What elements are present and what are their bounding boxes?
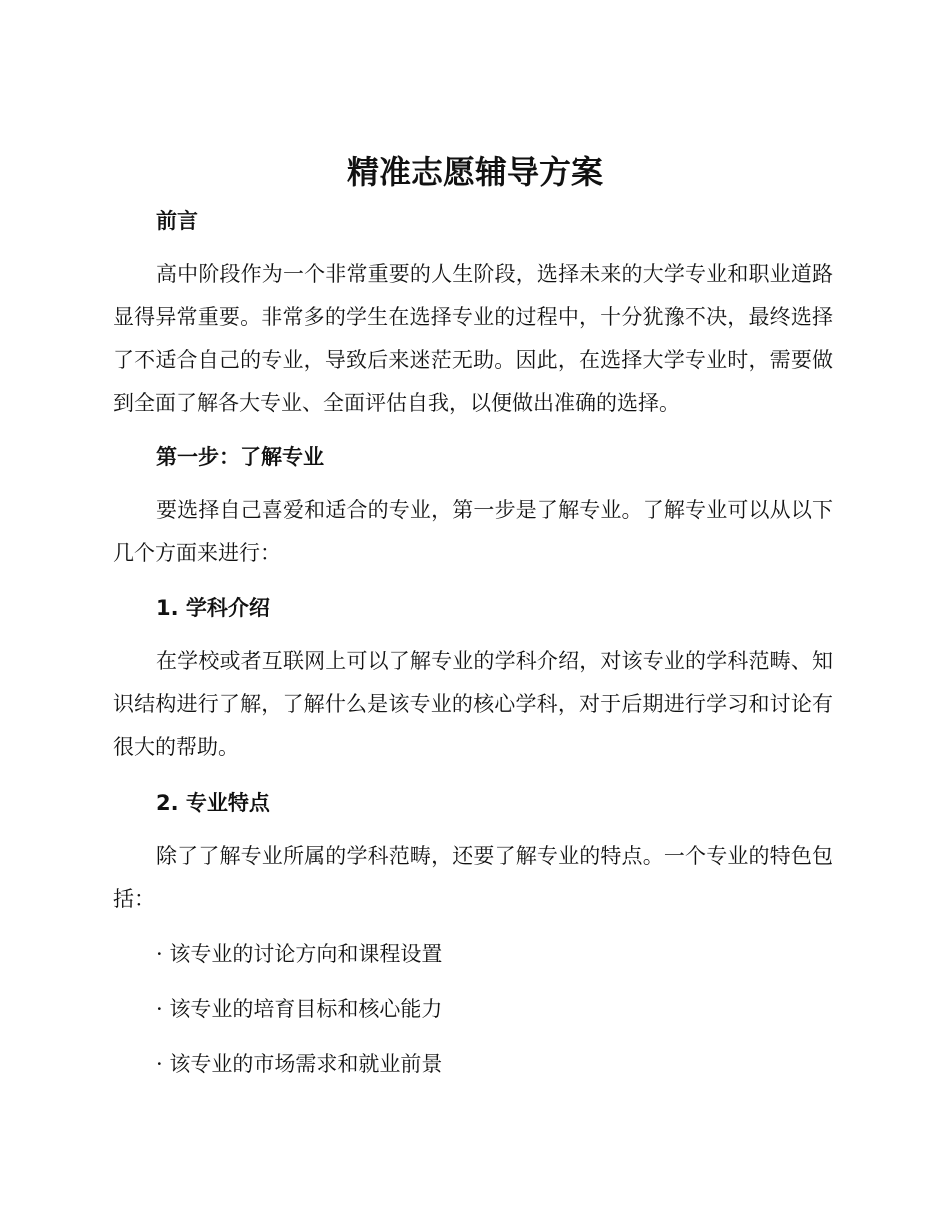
- document-title: 精准志愿辅导方案: [346, 153, 603, 191]
- subheading-subject-intro: 1. 学科介绍: [156, 596, 270, 620]
- paragraph-subject-intro: 在学校或者互联网上可以了解专业的学科介绍，对该专业的学科范畴、知识结构进行了解，了解什么是该专业的核心学科，对于后期进行学习和讨论有很大的帮助。: [113, 649, 833, 759]
- paragraph-major-features: 除了了解专业所属的学科范畴，还要了解专业的特点。一个专业的特色包括：: [113, 844, 833, 911]
- section-heading-preface: 前言: [156, 209, 198, 233]
- list-item: · 该专业的市场需求和就业前景: [156, 1052, 443, 1076]
- list-item: · 该专业的讨论方向和课程设置: [156, 942, 443, 966]
- subheading-major-features: 2. 专业特点: [156, 791, 270, 815]
- paragraph-step1: 要选择自己喜爱和适合的专业，第一步是了解专业。了解专业可以从以下几个方面来进行：: [113, 498, 833, 565]
- list-item: · 该专业的培育目标和核心能力: [156, 997, 443, 1021]
- section-heading-step1: 第一步：了解专业: [156, 445, 324, 469]
- paragraph-preface: 高中阶段作为一个非常重要的人生阶段，选择未来的大学专业和职业道路显得异常重要。非常多的学生在选择专业的过程中，十分犹豫不决，最终选择了不适合自己的专业，导致后来迷茫无助。因此，在选择大学专业时，需要做到全面了解各大专业、全面评估自我，以便做出准确的选择。: [113, 262, 833, 415]
